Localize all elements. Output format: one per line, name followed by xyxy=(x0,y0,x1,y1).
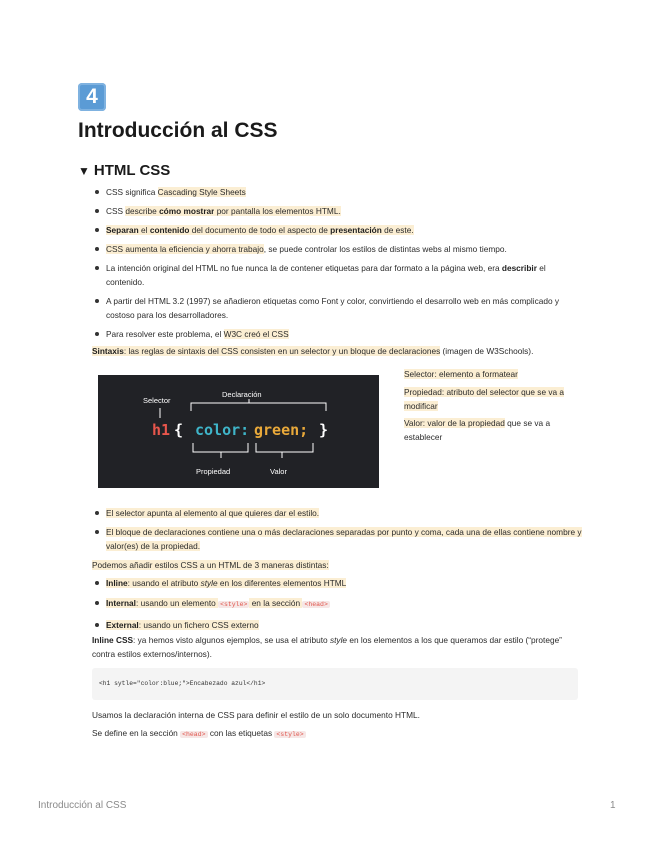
bullet-list-intro xyxy=(92,185,582,346)
list-item: La intención original del HTML no fue nunca la de contener etiquetas para dar formato a la página web, era describir el contenido. xyxy=(92,261,582,289)
usamos-paragraph: Usamos la declaración interna de CSS para definir el estilo de un solo documento HTML. xyxy=(92,710,420,720)
list-item: A partir del HTML 3.2 (1997) se añadieron etiquetas como Font y color, convirtiendo el desarrollo web en más complicado y costoso para los desarrolladores. xyxy=(92,294,582,322)
list-item-internal: Internal: usando un elemento <style> en la sección <head> xyxy=(92,596,582,612)
list-item: Separan el contenido del documento de todo el aspecto de presentación de este. xyxy=(92,223,582,237)
footer-title: Introducción al CSS xyxy=(38,800,127,811)
side-note-selector: Selector: elemento a formatear xyxy=(404,369,518,379)
code-open-brace: { xyxy=(174,421,184,439)
list-item: CSS describe cómo mostrar por pantalla los elementos HTML. xyxy=(92,204,582,218)
side-note-valor: Valor: valor de la propiedad que se va a establecer xyxy=(404,418,551,442)
inline-css-paragraph: Inline CSS: ya hemos visto algunos ejemplos, se usa el atributo style en los elementos a los que queramos dar estilo (“protege” contra estilos externos/internos). xyxy=(92,635,562,659)
sintaxis-paragraph: Sintaxis: las reglas de sintaxis del CSS consisten en un selector y un bloque de declaraciones (imagen de W3Schools). xyxy=(92,346,534,356)
side-note-propiedad: Propiedad: atributo del selector que se va a modificar xyxy=(404,387,565,411)
modos-intro: Podemos añadir estilos CSS a un HTML de 3 maneras distintas: xyxy=(92,560,329,570)
bullet-list-modos xyxy=(92,576,582,638)
toggle-triangle-icon[interactable]: ▼ xyxy=(78,164,90,178)
diagram-label-selector: Selector xyxy=(143,396,171,405)
diagram-label-declaracion: Declaración xyxy=(222,390,262,399)
list-item-inline: Inline: usando el atributo style en los diferentes elementos HTML xyxy=(92,576,582,590)
list-item-external: External: usando un fichero CSS externo xyxy=(92,618,582,632)
list-item: CSS significa Cascading Style Sheets xyxy=(92,185,582,199)
page-title: Introducción al CSS xyxy=(78,119,278,142)
inline-code: <head> xyxy=(182,731,206,738)
list-item: CSS aumenta la eficiencia y ahorra trabajo, se puede controlar los estilos de distintas webs al mismo tiempo. xyxy=(92,242,582,256)
code-selector: h1 xyxy=(152,421,171,439)
section-heading-text: HTML CSS xyxy=(93,162,171,179)
code-close-brace: } xyxy=(319,421,329,439)
code-block[interactable]: <h1 sytle="color:blue;">Encabezado azul</h1> xyxy=(92,668,578,700)
list-item: El bloque de declaraciones contiene una o más declaraciones separadas por punto y coma, cada una de ellas contiene nombre y valor(es) de la propiedad. xyxy=(92,525,582,553)
page-number: 1 xyxy=(610,800,616,811)
inline-code: <style> xyxy=(220,601,248,608)
diagram-label-valor: Valor xyxy=(270,467,287,476)
inline-code: <style> xyxy=(276,731,304,738)
diagram-label-propiedad: Propiedad xyxy=(196,467,231,476)
code-value: green; xyxy=(254,421,309,439)
list-item: Para resolver este problema, el W3C creó el CSS xyxy=(92,327,582,341)
section-heading[interactable] xyxy=(78,162,170,179)
css-syntax-diagram xyxy=(98,375,379,488)
bullet-list-selector xyxy=(92,506,582,558)
list-item: El selector apunta al elemento al que quieres dar el estilo. xyxy=(92,506,582,520)
define-paragraph: Se define en la sección <head> con las etiquetas <style> xyxy=(92,728,304,738)
inline-code: <head> xyxy=(304,601,328,608)
code-property: color: xyxy=(195,421,250,439)
keycap-4-icon: 4 xyxy=(78,83,106,111)
